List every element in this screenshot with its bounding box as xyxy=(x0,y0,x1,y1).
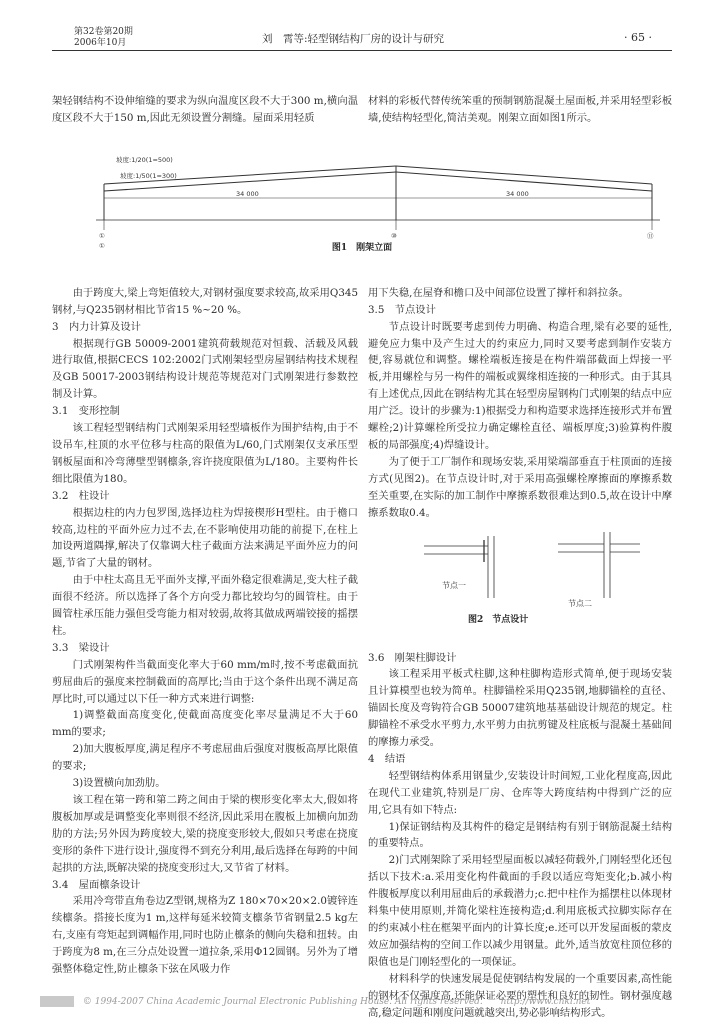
para-final: 材料科学的快速发展是促使钢结构发展的一个重要因素,高性能的钢材不仅强度高,还能保证必要的塑性和良好的韧性。钢材强度越高,稳定问题和刚度问题就越突出,势必影响结构形式。 xyxy=(368,972,672,1019)
para-col2: 由于中柱太高且无平面外支撑,平面外稳定很难满足,变大柱子截面很不经济。所以选择了各个方向受力都比较均匀的圆管柱。由于圆管柱承压能力强但受弯能力相对较弱,故将其做成两端铰接的摇摆柱。 xyxy=(52,574,358,637)
running-title: 刘 霄等:轻型钢结构厂房的设计与研究 xyxy=(262,33,445,45)
journal-date: 2006年10月 xyxy=(74,38,127,48)
conc-item2: 2)门式刚架除了采用轻型屋面板以减轻荷载外,门刚轻型化还包括以下技术:a.采用变化构件截面的手段以适应弯矩变化;b.减小构件腹板厚度以利用屈曲后的承载潜力;c.把中柱作为摇摆柱以体现材料集中使用原则,并简化梁柱连接构造;d.利用底板式拉脚实际存在的约束减小柱在框架平面内的计算长度;e.还可以开发屋面板的蒙皮效应加强结构的空间工作以减少用钢量。此外,适当放宽柱顶位移的限值也是门刚轻型化的一项保证。 xyxy=(368,854,672,968)
journal-volume: 第32卷第20期 xyxy=(74,27,133,37)
sec4: 4 结语 xyxy=(368,752,406,765)
para-node2: 为了便于工厂制作和现场安装,采用梁端部垂直于柱顶面的连接方式(见图2)。在节点设计时,对于采用高强螺栓摩擦面的摩擦系数至关重要,在实际的加工制作中摩擦系数很难达到0.5,故在设计中摩擦系数取0.4。 xyxy=(368,455,672,519)
sec3: 3 内力计算及设计 xyxy=(52,320,141,333)
para-purlin: 采用冷弯带直角卷边Z型钢,规格为Z 180×70×20×2.0镀锌连续檩条。搭接长度为1 m,这样每延米较简支檩条节省钢量2.5 kg左右,支座有弯矩起到调幅作用,同时也防止檩条的侧向失稳和扭转。由于跨度为8 m,在三分点处设置一道拉条,采用Φ12圆钢。另外为了增强整体稳定性,防止檩条下弦在风吸力作 xyxy=(52,895,358,976)
para-beam2: 该工程在第一跨和第二跨之间由于梁的楔形变化率太大,假如将腹板加厚或是调整变化率则很不经济,因此采用在腹板上加横向加劲肋的方法;另外因为跨度较大,梁的挠度变形较大,假如只考虑在挠度变形的条件下进行设计,强度得不到充分利用,最后选择在每跨的中间起拱的方法,既解决梁的挠度变形过大,又节省了材料。 xyxy=(52,794,358,874)
sec33: 3.3 梁设计 xyxy=(52,641,110,654)
para-col1: 根据边柱的内力包罗图,选择边柱为焊接楔形H型柱。由于檐口较高,边柱的平面外应力过不去,在不影响使用功能的前提下,在柱上加设两道隅撑,解决了仅靠调大柱子截面方法来满足平面外应力的问题,节省了大量的钢材。 xyxy=(52,506,358,570)
beam-item1: 1)调整截面高度变化,使截面高度变化率尽量满足不大于60 mm的要求; xyxy=(52,709,358,739)
sec34: 3.4 屋面檩条设计 xyxy=(52,878,141,891)
header-rule xyxy=(52,50,672,51)
journal-volume-block xyxy=(74,27,133,49)
figure-2-caption: 图2 节点设计 xyxy=(468,615,529,625)
axis-label-a: ① xyxy=(99,232,105,240)
intro-cont: 架轻钢结构不设伸缩缝的要求为纵向温度区段不大于300 m,横向温度区段不大于150 m,因此无须设置分割缝。屋面采用轻质 xyxy=(52,95,358,124)
beam-item3: 3)设置横向加劲肋。 xyxy=(72,777,166,790)
axis-label-d: ① xyxy=(99,242,105,250)
para-loads: 根据现行GB 50009-2001建筑荷载规范对恒载、活载及风载进行取值,根据CECS 102:2002门式刚架轻型房屋钢结构技术规程及GB 50017-2003钢结构设计规范等规范对门式刚架进行参数控制及计算。 xyxy=(52,337,358,401)
span-label-left: 34 000 xyxy=(236,190,259,198)
figure-1-caption: 图1 刚架立面 xyxy=(331,243,393,253)
roof-cont: 材料的彩板代替传统笨重的预制钢筋混凝土屋面板,并采用轻型彩板墙,使结构轻型化,简洁美观。刚架立面如图1所示。 xyxy=(368,95,672,124)
para-beam1: 门式刚架构件当截面变化率大于60 mm/m时,按不考虑截面抗剪屈曲后的强度来控制截面的高厚比;当由于这个条件出现不满足高厚比时,可以通过以下任一种方式来进行调整: xyxy=(52,658,358,705)
axis-label-c: ⑪ xyxy=(647,232,654,240)
page-number: · 65 · xyxy=(624,31,652,44)
node2-label: 节点二 xyxy=(568,599,592,608)
sec31: 3.1 变形控制 xyxy=(52,405,120,418)
slope-label-b: 坡度:1/50(1=300) xyxy=(120,172,177,180)
para-deform: 该工程轻型钢结构门式刚架采用轻型墙板作为围护结构,由于不设吊车,柱顶的水平位移与柱高的限值为L/60,门式刚架仅支承压型钢板屋面和冷弯薄壁型钢檩条,容许挠度限值为L/180。主要构件长细比限值为180。 xyxy=(52,422,358,485)
para-base: 该工程采用平板式柱脚,这种柱脚构造形式简单,便于现场安装且计算模型也较为简单。柱脚锚栓采用Q235钢,地脚锚栓的直径、锚固长度及弯钩符合GB 50007建筑地基基础设计规范的规定。柱脚锚栓不承受水平剪力,水平剪力由抗剪键及柱底板与混凝土基础间的摩擦力承受。 xyxy=(368,668,672,749)
para-conc: 轻型钢结构体系用钢量少,安装设计时间短,工业化程度高,因此在现代工业建筑,特别是厂房、仓库等大跨度结构中得到广泛的应用,它具有如下特点: xyxy=(368,769,672,816)
sec36: 3.6 刚架柱脚设计 xyxy=(368,651,457,664)
footer-copyright: © 1994-2007 China Academic Journal Electronic Publishing House. All rights reserved. http://www.cnki.net xyxy=(82,997,591,1007)
para-node1: 节点设计时既要考虑到传力明确、构造合理,梁有必要的延性,避免应力集中及产生过大的约束应力,同时又要考虑到制作安装方便,容易就位和调整。螺栓端板连接是在构件端部截面上焊接一平板,并用螺栓与另一构件的端板或翼缘相连接的一种形式。由于其具有上述优点,因此在钢结构尤其在轻型房屋钢构门式刚架的结点中应用广泛。设计的步骤为:1)根据受力和构造要求选择连接形式并布置螺栓;2)计算螺栓所受拉力确定螺栓直径、端板厚度;3)验算构件腹板的局部强度;4)焊缝设计。 xyxy=(368,320,672,451)
sec35: 3.5 节点设计 xyxy=(368,303,436,316)
cnki-logo-icon xyxy=(40,996,74,1007)
slope-label-a: 坡度:1/20(1=500) xyxy=(116,156,173,164)
purlin-cont: 用下失稳,在屋脊和檐口及中间部位设置了撑杆和斜拉条。 xyxy=(368,286,629,299)
figure-1-frame-elevation xyxy=(96,138,660,256)
axis-label-b: ⑩ xyxy=(391,232,397,240)
page-footer xyxy=(40,994,690,1007)
span-label-right: 34 000 xyxy=(506,190,529,198)
conc-item1: 1)保证钢结构及其构件的稳定是钢结构有别于钢筋混凝土结构的重要特点。 xyxy=(368,820,672,850)
node1-label: 节点一 xyxy=(442,581,466,590)
figure-2-node-design xyxy=(418,528,646,608)
para-steel: 由于跨度大,梁上弯矩值较大,对钢材强度要求较高,故采用Q345钢材,与Q235钢材相比节省15 %~20 %。 xyxy=(52,286,358,316)
beam-item2: 2)加大腹板厚度,满足程序不考虑屈曲后强度对腹板高厚比限值的要求; xyxy=(52,743,358,773)
sec32: 3.2 柱设计 xyxy=(52,489,110,502)
